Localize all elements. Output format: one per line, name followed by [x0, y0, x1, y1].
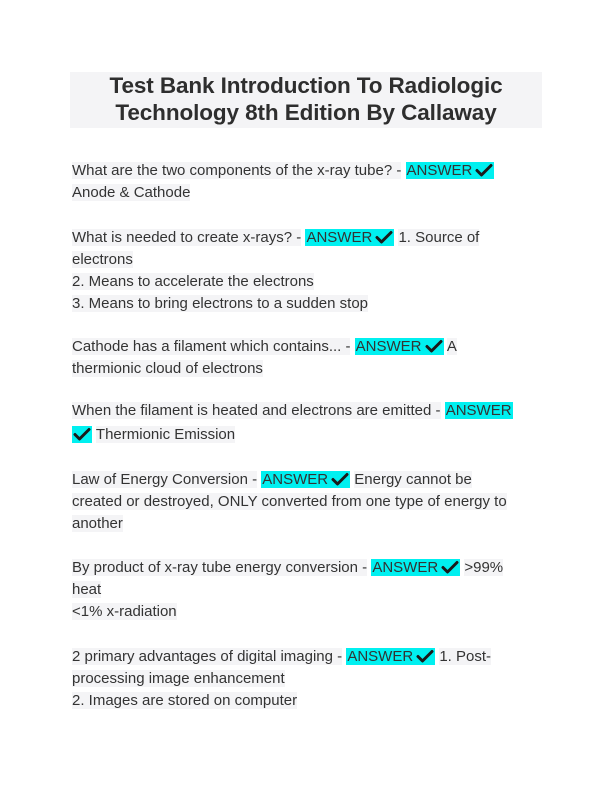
- answer-line: [72, 579, 542, 601]
- qa-line: [72, 160, 542, 182]
- answer-line: [72, 358, 542, 380]
- checkmark-icon: [441, 560, 459, 574]
- answer-label: ANSWER: [406, 162, 473, 179]
- answer-line: [72, 668, 542, 690]
- answer-text: <1% x-radiation: [72, 603, 177, 620]
- checkmark-icon: [425, 339, 443, 353]
- checkmark-icon: [73, 427, 91, 441]
- question-text: What are the two components of the x-ray tube? -: [72, 162, 402, 179]
- answer-text: 1. Post-: [439, 648, 492, 665]
- title-line-1: Test Bank Introduction To Radiologic: [109, 73, 503, 98]
- answer-text: A: [446, 338, 457, 355]
- answer-text: heat: [72, 581, 102, 598]
- answer-label: ANSWER: [355, 338, 422, 355]
- question-text: What is needed to create x-rays? -: [72, 229, 302, 246]
- answer-label: ANSWER: [306, 229, 373, 246]
- qa-line: [72, 227, 542, 249]
- qa-line: [72, 400, 542, 422]
- answer-line: [72, 513, 542, 535]
- answer-badge-continued: [72, 426, 92, 443]
- qa-item-5: [72, 469, 542, 535]
- answer-label: ANSWER: [262, 471, 329, 488]
- answer-badge: [305, 229, 394, 246]
- answer-badge: [445, 402, 513, 419]
- qa-item-3: [72, 336, 542, 380]
- qa-item-6: [72, 557, 542, 623]
- checkmark-icon: [416, 649, 434, 663]
- qa-line: [72, 469, 542, 491]
- answer-text: >99%: [464, 559, 504, 576]
- qa-item-7: [72, 646, 542, 712]
- answer-badge: [261, 471, 350, 488]
- answer-text: another: [72, 515, 123, 532]
- question-text: Law of Energy Conversion -: [72, 471, 258, 488]
- answer-badge: [346, 648, 435, 665]
- answer-label: ANSWER: [445, 402, 512, 419]
- answer-text: 1. Source of: [398, 229, 480, 246]
- answer-badge: [355, 338, 444, 355]
- answer-line: [72, 601, 542, 623]
- answer-text: 3. Means to bring electrons to a sudden stop: [72, 295, 369, 312]
- answer-line: [72, 491, 542, 513]
- checkmark-icon: [375, 230, 393, 244]
- answer-text: Thermionic Emission: [95, 426, 236, 443]
- answer-text: processing image enhancement: [72, 670, 285, 687]
- checkmark-icon: [475, 163, 493, 177]
- answer-text: Anode & Cathode: [72, 184, 191, 201]
- qa-item-1: [72, 160, 542, 204]
- answer-label: ANSWER: [372, 559, 439, 576]
- answer-text: created or destroyed, ONLY converted from one type of energy to: [72, 493, 507, 510]
- answer-text: 2. Images are stored on computer: [72, 692, 298, 709]
- answer-label: ANSWER: [347, 648, 414, 665]
- qa-item-2: [72, 227, 542, 315]
- answer-line: [72, 690, 542, 712]
- answer-badge: [371, 559, 460, 576]
- answer-line: [72, 271, 542, 293]
- answer-line: [72, 249, 542, 271]
- question-text: Cathode has a filament which contains... -: [72, 338, 351, 355]
- qa-line: [72, 646, 542, 668]
- answer-line: [72, 182, 542, 204]
- document-title: [70, 72, 542, 128]
- answer-text: Energy cannot be: [354, 471, 472, 488]
- answer-line: [72, 424, 542, 446]
- question-text: When the filament is heated and electrons are emitted -: [72, 402, 441, 419]
- checkmark-icon: [331, 472, 349, 486]
- answer-text: 2. Means to accelerate the electrons: [72, 273, 314, 290]
- answer-text: thermionic cloud of electrons: [72, 360, 263, 377]
- answer-text: electrons: [72, 251, 133, 268]
- title-line-2: Technology 8th Edition By Callaway: [115, 100, 497, 125]
- question-text: By product of x-ray tube energy conversion -: [72, 559, 368, 576]
- qa-line: [72, 557, 542, 579]
- answer-badge: [406, 162, 495, 179]
- question-text: 2 primary advantages of digital imaging -: [72, 648, 343, 665]
- qa-item-4: [72, 400, 542, 446]
- qa-line: [72, 336, 542, 358]
- answer-line: [72, 293, 542, 315]
